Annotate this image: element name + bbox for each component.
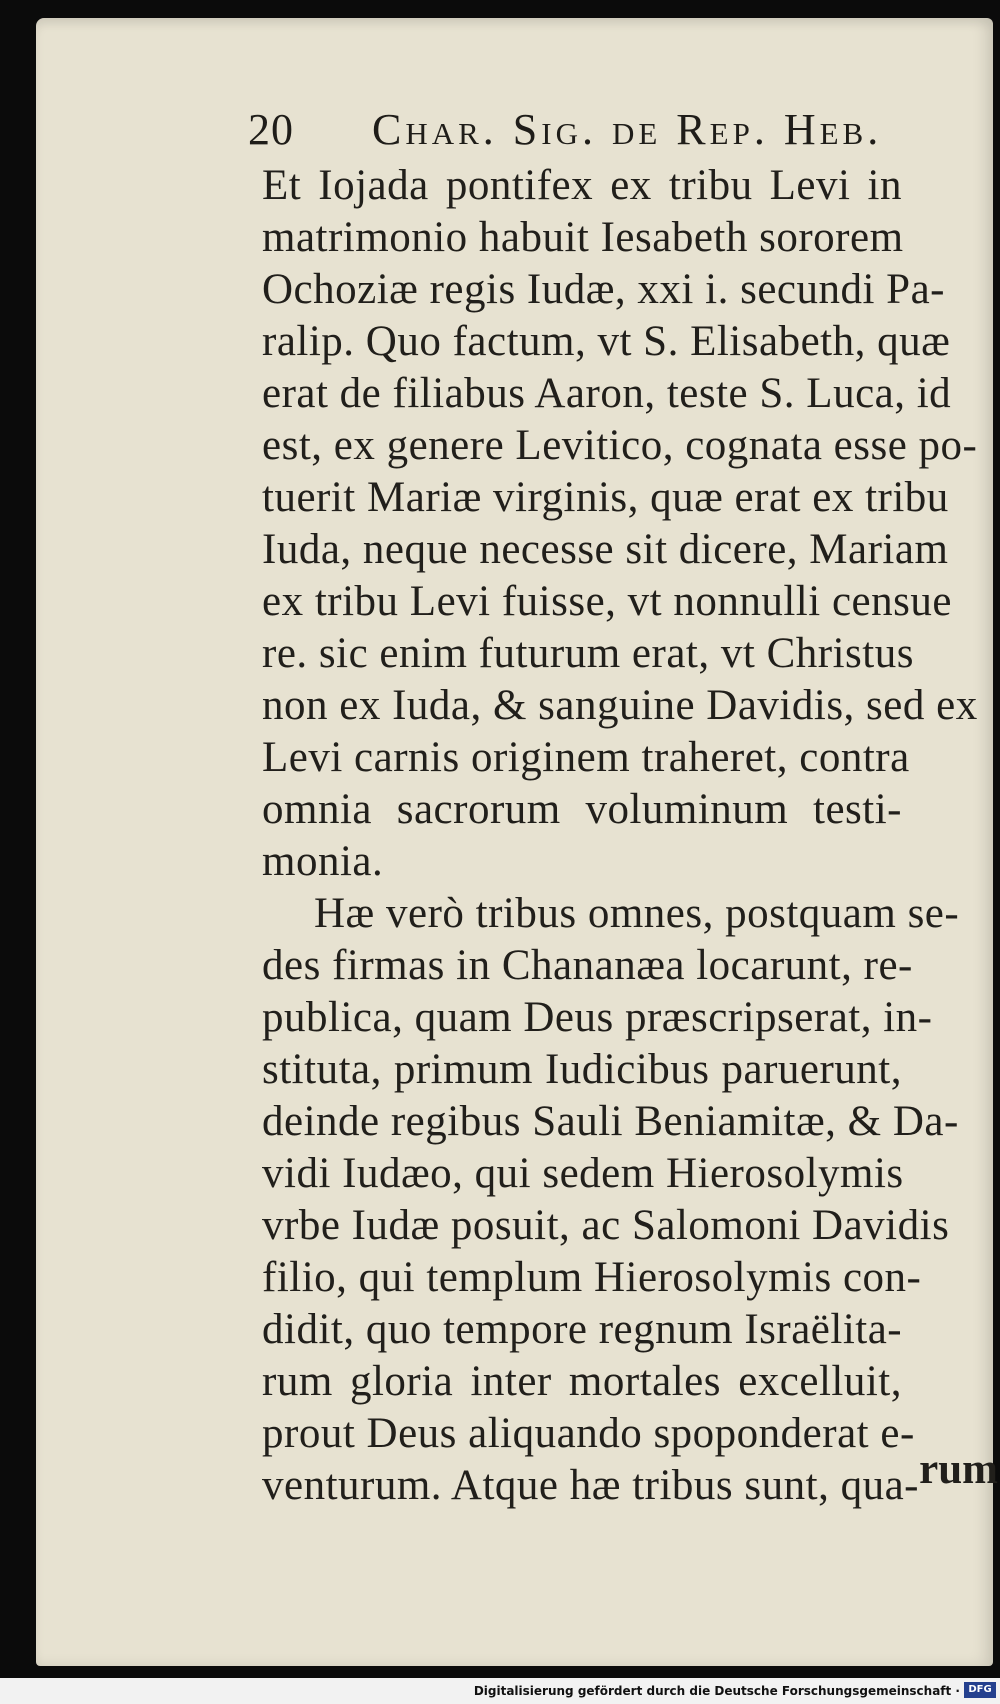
- text-line: venturum. Atque hæ tribus sunt, qua-: [262, 1462, 919, 1509]
- text-line: prout Deus aliquando spoponderat e-: [262, 1410, 915, 1457]
- text-line: vidi Iudæo, qui sedem Hierosolymis: [262, 1150, 904, 1197]
- footer-bar: [0, 1678, 1000, 1704]
- text-line: ex tribu Levi fuisse, vt nonnulli censue: [262, 578, 952, 625]
- text-line: ralip. Quo factum, vt S. Elisabeth, quæ: [262, 318, 951, 365]
- text-line: tuerit Mariæ virginis, quæ erat ex tribu: [262, 474, 949, 521]
- text-line: des firmas in Chananæa locarunt, re-: [262, 942, 913, 989]
- text-line: vrbe Iudæ posuit, ac Salomoni Davidis: [262, 1202, 950, 1249]
- text-line: deinde regibus Sauli Beniamitæ, & Da-: [262, 1098, 959, 1145]
- text-line: matrimonio habuit Iesabeth sororem: [262, 214, 904, 261]
- text-line: rum gloria inter mortales excelluit,: [262, 1358, 902, 1405]
- text-line: monia.: [262, 838, 384, 885]
- text-line: Hæ verò tribus omnes, postquam se-: [314, 890, 960, 937]
- running-title: Char. Sig. de Rep. Heb.: [372, 105, 883, 154]
- text-line: re. sic enim futurum erat, vt Christus: [262, 630, 914, 677]
- text-line: omnia sacrorum voluminum testi-: [262, 786, 902, 833]
- page-header: [248, 104, 908, 164]
- text-line: erat de filiabus Aaron, teste S. Luca, id: [262, 370, 952, 417]
- dfg-logo: DFG: [964, 1682, 996, 1698]
- text-line: stituta, primum Iudicibus paruerunt,: [262, 1046, 902, 1093]
- text-line: publica, quam Deus præscripserat, in-: [262, 994, 933, 1041]
- funding-credit: Digitalisierung gefördert durch die Deutsche Forschungsgemeinschaft ·: [473, 1684, 960, 1698]
- text-line: non ex Iuda, & sanguine Davidis, sed ex: [262, 682, 978, 729]
- page-number: 20: [248, 105, 294, 154]
- text-line: Iuda, neque necesse sit dicere, Mariam: [262, 526, 949, 573]
- text-line: didit, quo tempore regnum Israëlita-: [262, 1306, 903, 1353]
- text-block: [262, 160, 978, 1512]
- text-line: filio, qui templum Hierosolymis con-: [262, 1254, 922, 1301]
- text-line: Et Iojada pontifex ex tribu Levi in: [262, 162, 902, 209]
- text-line: Ochoziæ regis Iudæ, xxi i. secundi Pa-: [262, 266, 946, 313]
- catchword: rum: [919, 1446, 998, 1493]
- text-line: Levi carnis originem traheret, contra: [262, 734, 910, 781]
- text-line: est, ex genere Levitico, cognata esse po-: [262, 422, 978, 469]
